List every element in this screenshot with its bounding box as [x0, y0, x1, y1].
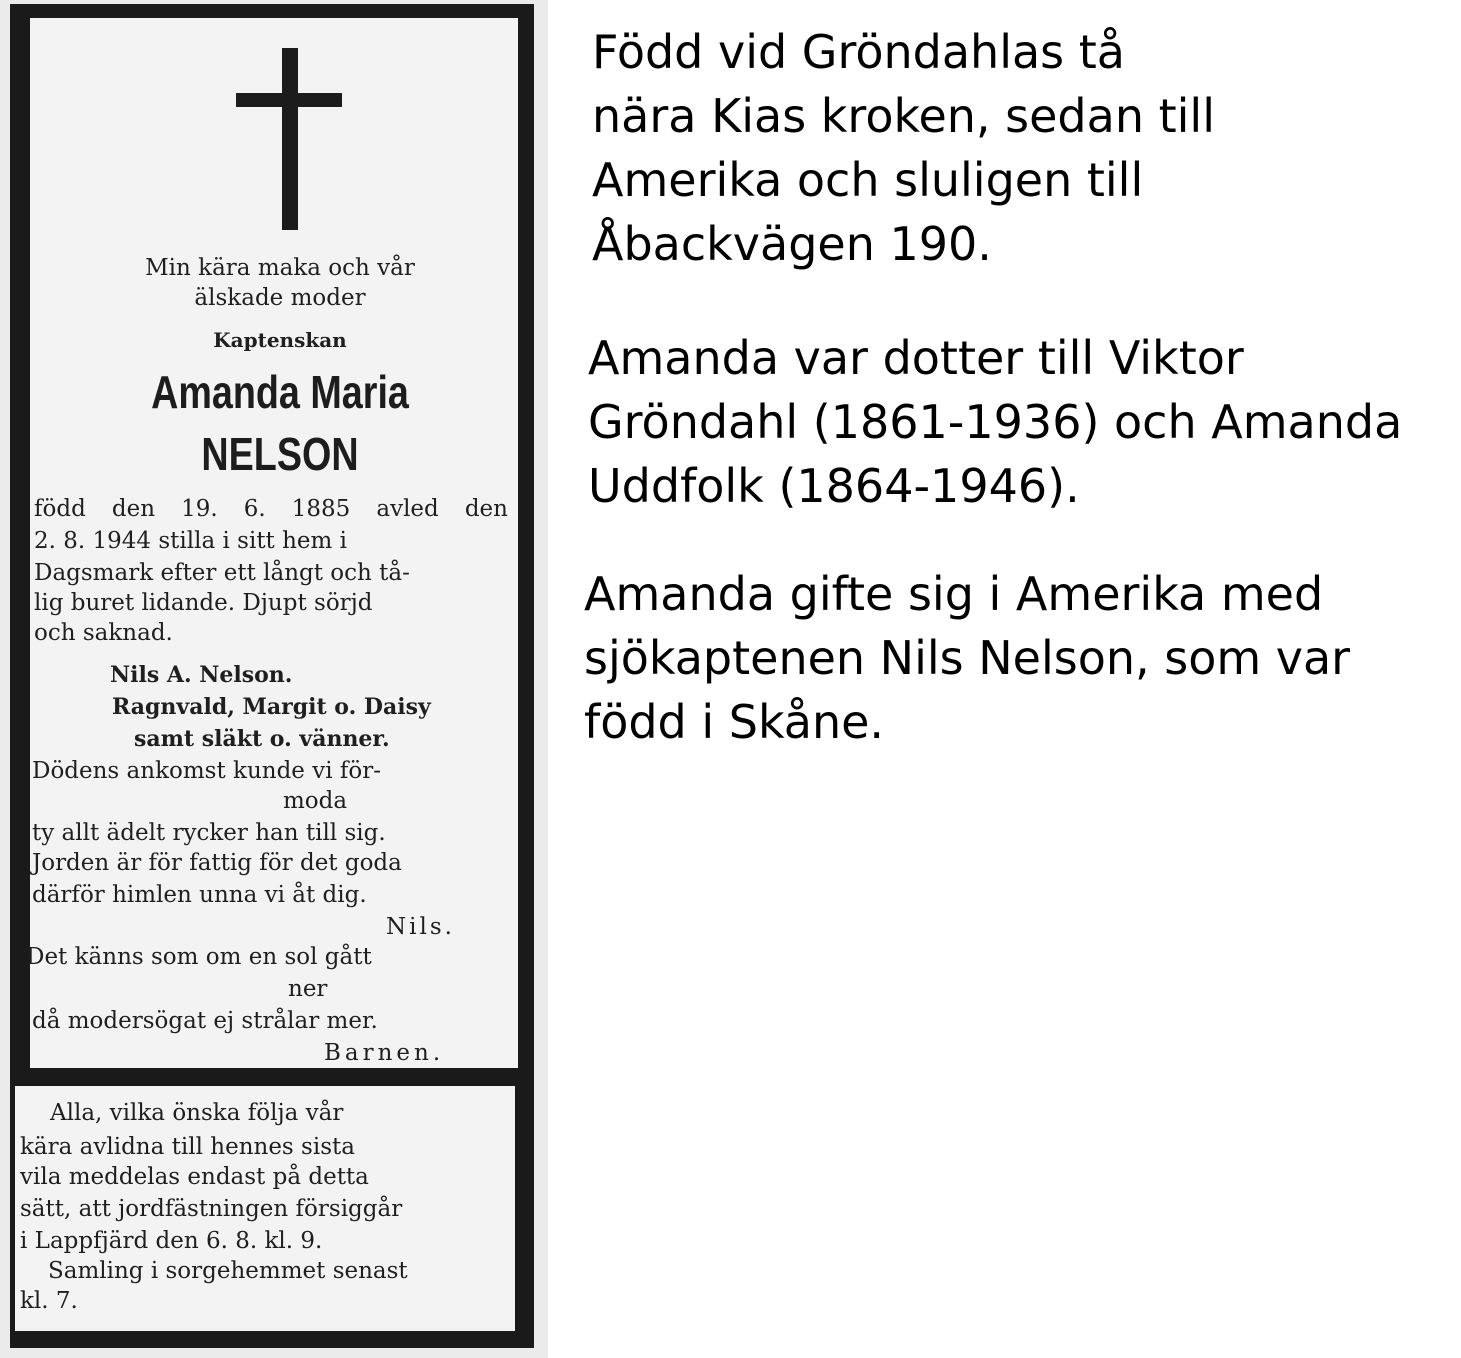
- intro-line-2: älskade moder: [194, 285, 366, 311]
- note-paragraph-1: [592, 20, 1215, 276]
- bio-line-1: född den 19. 6. 1885 avled den: [34, 496, 508, 522]
- footer-line-4: sätt, att jordfästningen försiggår: [20, 1196, 403, 1222]
- footer-line-5: i Lappfjärd den 6. 8. kl. 9.: [20, 1228, 323, 1254]
- bio-line-3: Dagsmark efter ett långt och tå-: [34, 560, 410, 586]
- obituary-clipping: [0, 0, 548, 1358]
- note-1-line-1: Född vid Gröndahlas tå: [592, 25, 1125, 79]
- note-2-line-3: Uddfolk (1864-1946).: [588, 459, 1080, 513]
- note-1-line-3: Amerika och sluligen till: [592, 153, 1144, 207]
- note-paragraph-3: [584, 562, 1350, 754]
- verse1-line-3: ty allt ädelt rycker han till sig.: [32, 820, 386, 846]
- note-3-line-3: född i Skåne.: [584, 695, 885, 749]
- mourner-line-1: Nils A. Nelson.: [110, 662, 293, 688]
- bio-line-5: och saknad.: [34, 620, 173, 646]
- intro-line-1: Min kära maka och vår: [145, 255, 415, 281]
- divider-rule: [10, 1068, 534, 1086]
- verse1-line-4: Jorden är för fattig för det goda: [32, 850, 402, 876]
- bio-line-2: 2. 8. 1944 stilla i sitt hem i: [34, 528, 348, 554]
- signature-barnen: Barnen.: [324, 1040, 445, 1066]
- footer-line-7: kl. 7.: [20, 1288, 78, 1314]
- note-3-line-1: Amanda gifte sig i Amerika med: [584, 567, 1324, 621]
- note-2-line-1: Amanda var dotter till Viktor: [588, 331, 1244, 385]
- verse2-line-2: ner: [288, 976, 328, 1002]
- note-2-line-2: Gröndahl (1861-1936) och Amanda: [588, 395, 1403, 449]
- footer-line-1: Alla, vilka önska följa vår: [50, 1100, 344, 1126]
- verse1-line-1: Dödens ankomst kunde vi för-: [32, 758, 382, 784]
- note-3-line-2: sjökaptenen Nils Nelson, som var: [584, 631, 1351, 685]
- note-paragraph-2: [588, 326, 1402, 518]
- title-kaptenskan: Kaptenskan: [213, 328, 347, 352]
- footer-line-2: kära avlidna till hennes sista: [20, 1134, 355, 1160]
- footer-line-6: Samling i sorgehemmet senast: [48, 1258, 408, 1284]
- deceased-name-line-1: Amanda Maria: [151, 366, 409, 418]
- note-1-line-4: Åbackvägen 190.: [592, 217, 992, 271]
- verse1-line-2: moda: [283, 788, 348, 814]
- deceased-name-line-2: NELSON: [201, 428, 359, 480]
- bio-line-4: lig buret lidande. Djupt sörjd: [34, 590, 373, 616]
- verse1-line-5: därför himlen unna vi åt dig.: [32, 882, 367, 908]
- note-1-line-2: nära Kias kroken, sedan till: [592, 89, 1215, 143]
- verse2-line-1: Det känns som om en sol gått: [26, 944, 372, 970]
- mourner-line-2: Ragnvald, Margit o. Daisy: [112, 694, 431, 720]
- mourner-line-3: samt släkt o. vänner.: [134, 726, 390, 752]
- footer-line-3: vila meddelas endast på detta: [20, 1164, 369, 1190]
- verse2-line-3: då modersögat ej strålar mer.: [32, 1008, 378, 1034]
- signature-nils: Nils.: [386, 914, 455, 940]
